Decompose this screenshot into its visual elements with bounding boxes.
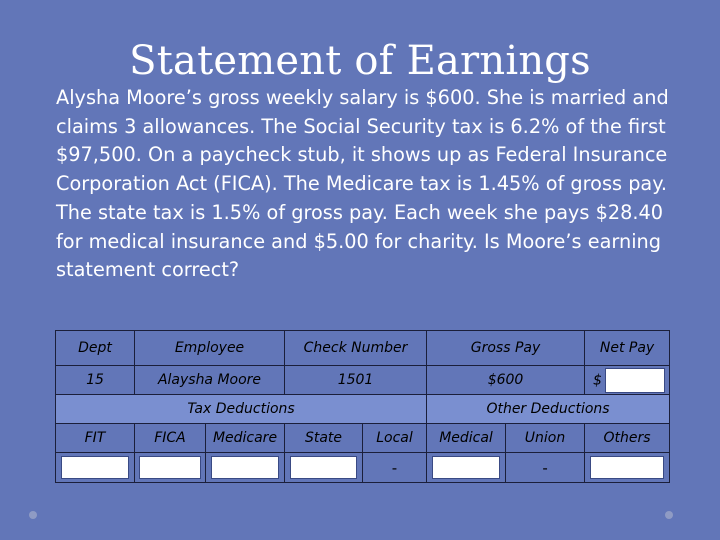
deductions-section-row (56, 395, 670, 424)
tax-deductions-heading: Tax Deductions (56, 395, 427, 424)
check-number-header: Check Number (285, 331, 427, 366)
others-cell (585, 453, 670, 483)
slide-title: Statement of Earnings (129, 38, 591, 84)
medicare-answer-box[interactable] (210, 455, 281, 480)
union-label: Union (506, 424, 585, 453)
fica-label: FICA (135, 424, 206, 453)
deduction-labels-row (56, 424, 670, 453)
employee-row (56, 366, 670, 395)
gross-pay-header: Gross Pay (427, 331, 585, 366)
check-number-value: 1501 (285, 366, 427, 395)
others-answer-box[interactable] (589, 455, 665, 480)
medicare-cell (206, 453, 285, 483)
net-pay-answer-box[interactable] (605, 368, 665, 393)
local-value: - (363, 453, 427, 483)
employee-header: Employee (135, 331, 285, 366)
medical-label: Medical (427, 424, 506, 453)
medicare-label: Medicare (206, 424, 285, 453)
deduction-values-row (56, 453, 670, 483)
dept-header: Dept (56, 331, 135, 366)
employee-value: Alaysha Moore (135, 366, 285, 395)
gross-pay-value: $600 (427, 366, 585, 395)
problem-statement: Alysha Moore’s gross weekly salary is $600. She is married and claims 3 allowances. The Social Security tax is 6.2% of the first $97,500. On a paycheck stub, it shows up as Federal Insurance Corporation Act (FICA). The Medicare tax is 1.45% of gross pay. The state tax is 1.5% of gross pay. Each week she pays $28.40 for medical insurance and $5.00 for charity. Is Moore’s earning statement correct? (56, 86, 669, 282)
corner-dot-left (29, 511, 37, 519)
other-deductions-heading: Other Deductions (427, 395, 670, 424)
header-row (56, 331, 670, 366)
medical-answer-box[interactable] (431, 455, 502, 480)
corner-dot-right (665, 511, 673, 519)
net-pay-cell (585, 366, 670, 395)
medical-cell (427, 453, 506, 483)
state-cell (285, 453, 363, 483)
union-value: - (506, 453, 585, 483)
local-label: Local (363, 424, 427, 453)
state-label: State (285, 424, 363, 453)
state-answer-box[interactable] (289, 455, 359, 480)
others-label: Others (585, 424, 670, 453)
dept-value: 15 (56, 366, 135, 395)
fit-cell (56, 453, 135, 483)
fit-label: FIT (56, 424, 135, 453)
net-pay-prefix: $ (593, 372, 602, 388)
fit-answer-box[interactable] (60, 455, 131, 480)
fica-answer-box[interactable] (138, 455, 202, 480)
fica-cell (135, 453, 206, 483)
earnings-statement-table (55, 330, 670, 483)
net-pay-header: Net Pay (585, 331, 670, 366)
